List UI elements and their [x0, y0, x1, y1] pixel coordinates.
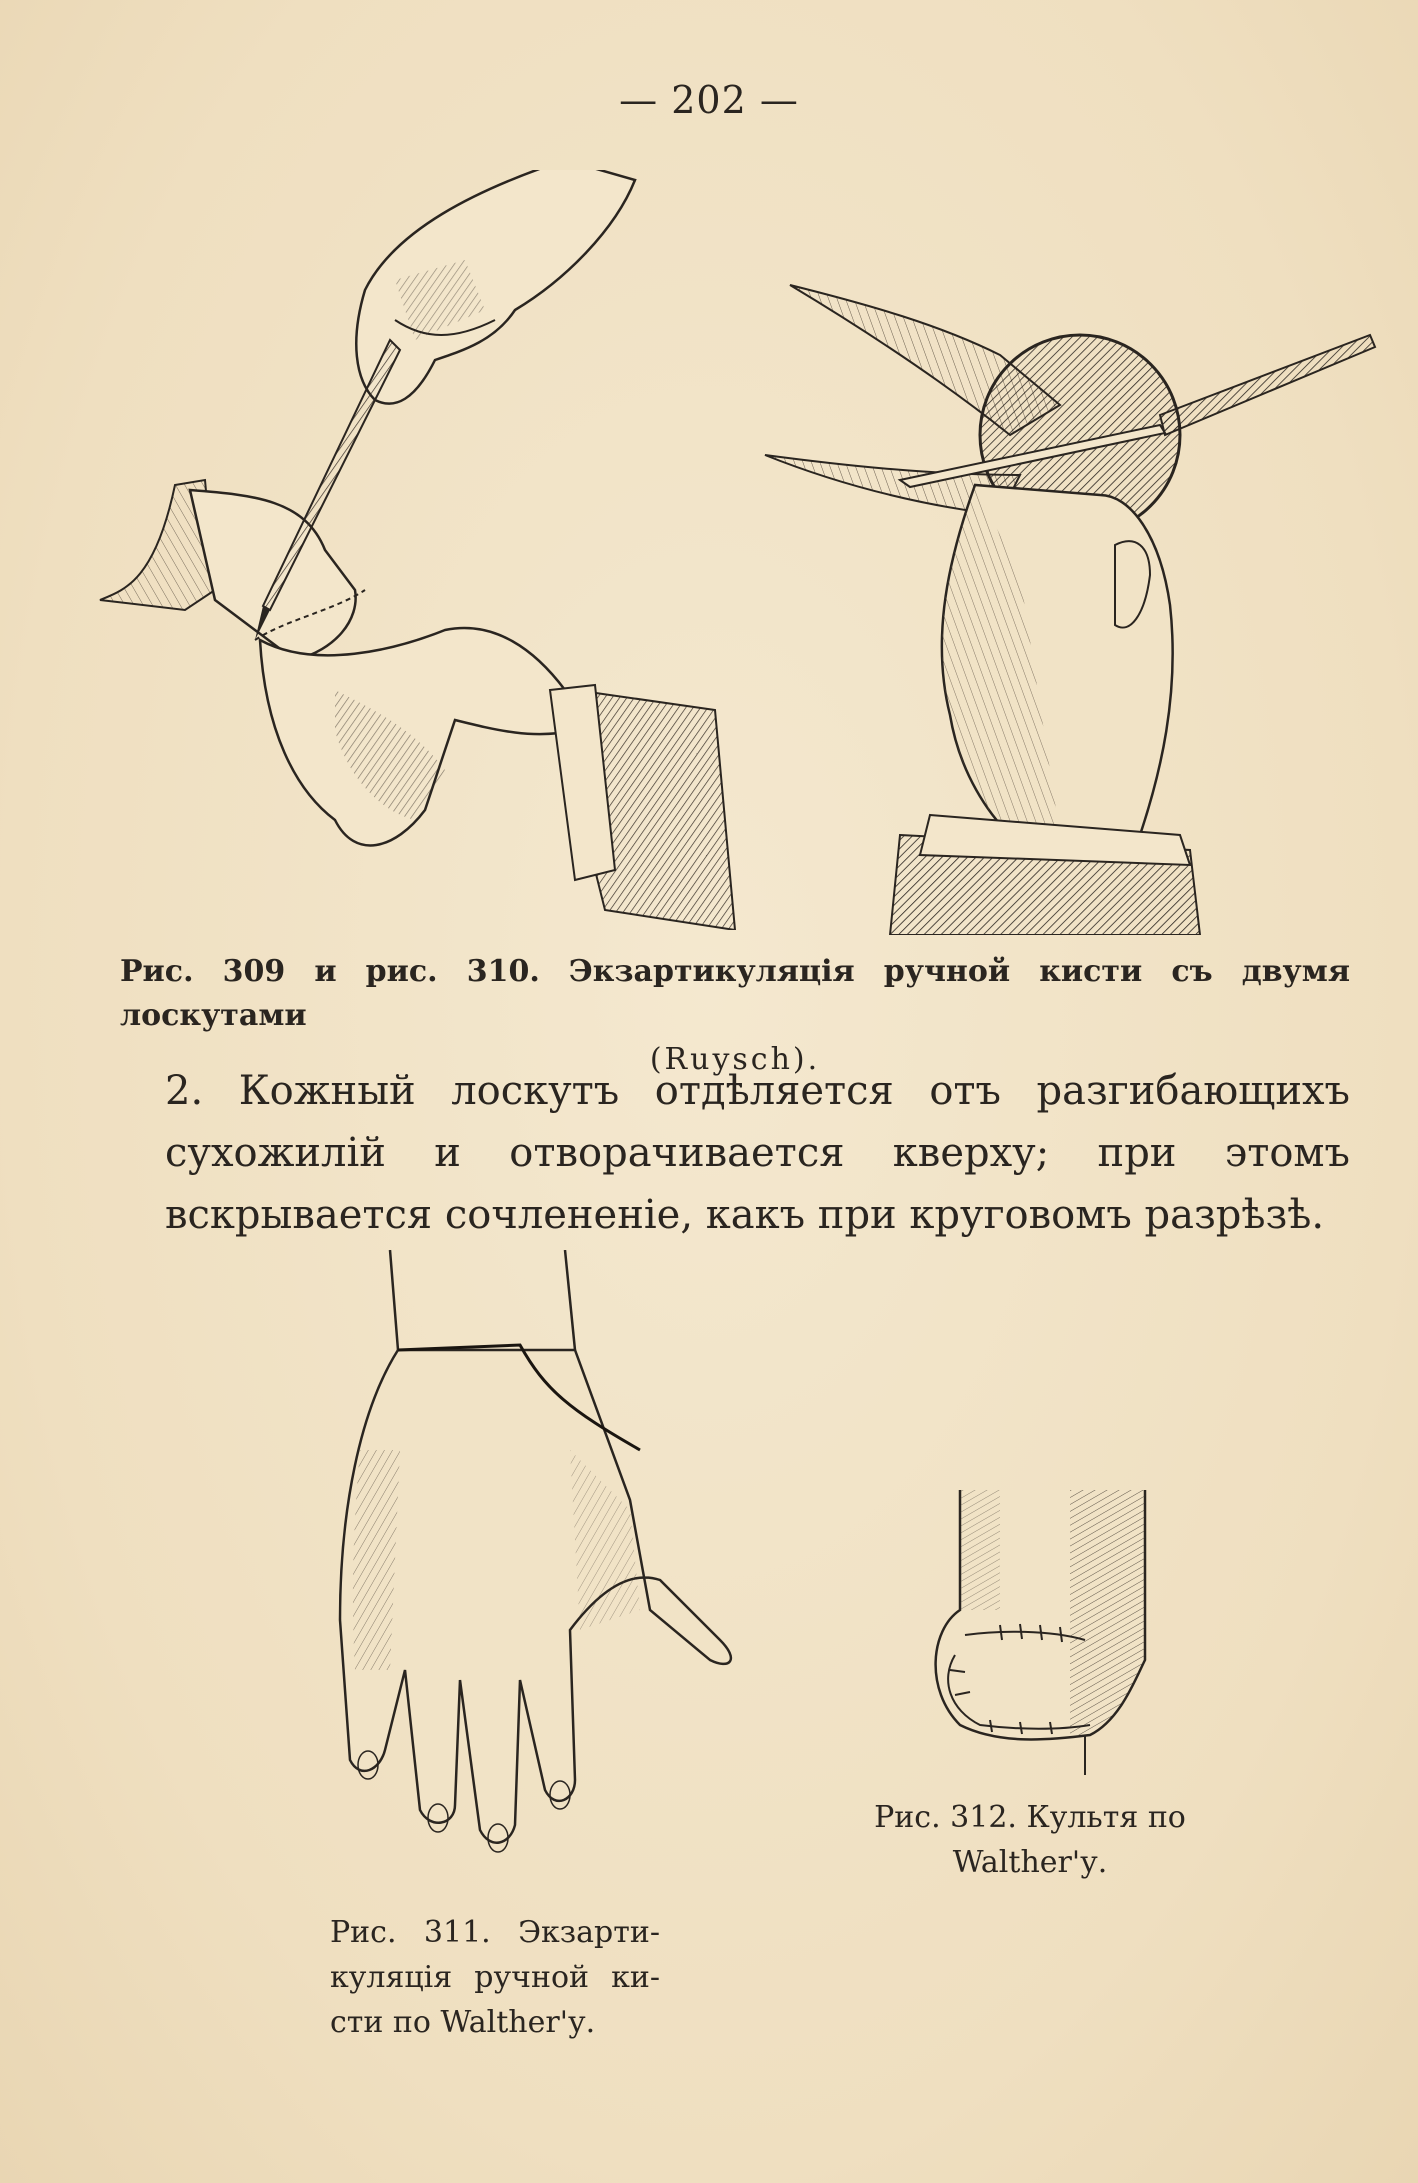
- figure-311-caption: Рис. 311. Экзарти-куляція ручной ки-сти по Walther'у.: [330, 1915, 660, 2040]
- figure-309-illustration: [95, 170, 745, 930]
- figure-312-caption: Рис. 312. Культя по Walther'у.: [874, 1800, 1186, 1880]
- caption-line-1: Рис. 309 и рис. 310. Экзартикуляція ручной кисти съ двумя лоскутами: [120, 954, 1350, 1033]
- figure-310-illustration: [760, 275, 1380, 935]
- body-paragraph: 2. Кожный лоскутъ отдѣляется отъ разгибающихъ сухожилій и отворачивается кверху; при этомъ вскрывается сочлененіе, какъ при круговомъ разрѣзѣ.: [165, 1068, 1350, 1238]
- caption-line-2: (Ruysch).: [649, 1042, 821, 1077]
- figure-311-illustration: [330, 1250, 760, 1910]
- figure-312-illustration: [920, 1480, 1160, 1780]
- page-number: — 202 —: [619, 78, 799, 122]
